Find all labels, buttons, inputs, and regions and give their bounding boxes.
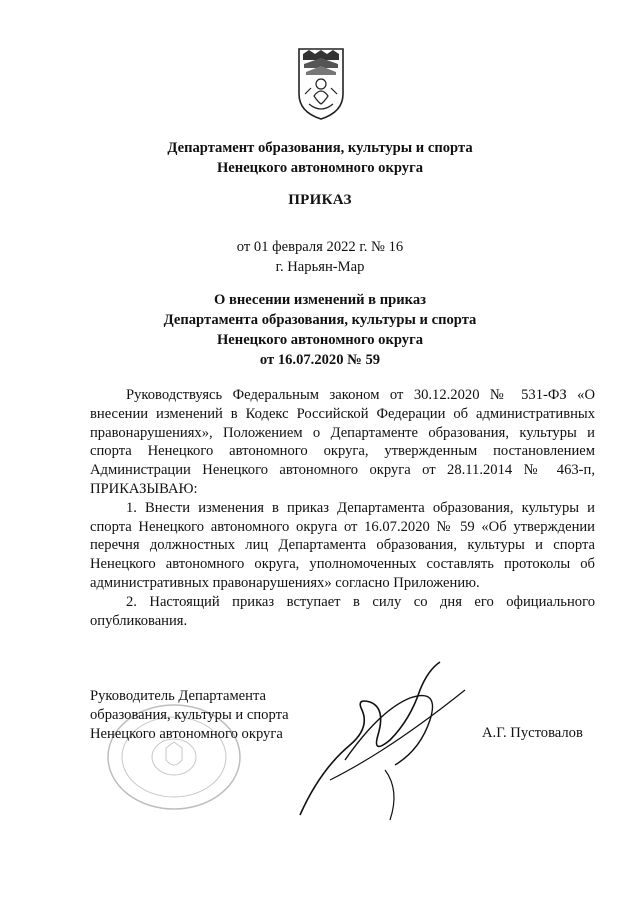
signatory-title-line-3: Ненецкого автономного округа bbox=[90, 725, 283, 742]
signatory-title-line-2: образования, культуры и спорта bbox=[90, 706, 289, 723]
subject-line-3: Ненецкого автономного округа bbox=[216, 332, 424, 348]
subject-line-1: О внесении изменений в приказ bbox=[213, 292, 426, 308]
document-date-block bbox=[0, 237, 640, 277]
document-body bbox=[90, 386, 595, 630]
handwritten-signature-icon bbox=[290, 650, 480, 825]
coat-of-arms-icon bbox=[296, 46, 346, 122]
signatory-title bbox=[90, 687, 289, 743]
body-paragraph-3: 2. Настоящий приказ вступает в силу со дня его официального опубликования. bbox=[90, 593, 595, 629]
document-place: г. Нарьян-Мар bbox=[275, 259, 365, 275]
signatory-name: А.Г. Пустовалов bbox=[482, 725, 583, 741]
org-line-1: Департамент образования, культуры и спорта bbox=[167, 140, 473, 156]
document-date: от 01 февраля 2022 г. № 16 bbox=[236, 239, 404, 255]
body-paragraph-2: 1. Внести изменения в приказ Департамента образования, культуры и спорта Ненецкого автономного округа от 16.07.2020 № 59 «Об утверждении перечня должностных лиц Департамента образования, культуры и спорта Ненецкого автономного округа, уполномоченных составлять протоколы об административных правонарушениях» согласно Приложению. bbox=[90, 499, 595, 591]
department-name bbox=[0, 138, 640, 178]
signatory-title-line-1: Руководитель Департамента bbox=[90, 688, 266, 704]
body-paragraph-1: Руководствуясь Федеральным законом от 30.12.2020 № 531-ФЗ «О внесении изменений в Кодекс Российской Федерации об административных правонарушениях», Положением о Департаменте образования, культуры и спорта Ненецкого автономного округа, утвержденным постановлением Администрации Ненецкого автономного округа от 28.11.2014 № 463-п, ПРИКАЗЫВАЮ: bbox=[90, 387, 595, 497]
org-line-2: Ненецкого автономного округа bbox=[216, 160, 424, 176]
document-subject bbox=[0, 290, 640, 370]
subject-line-4: от 16.07.2020 № 59 bbox=[259, 352, 381, 368]
document-type: ПРИКАЗ bbox=[288, 192, 352, 208]
subject-line-2: Департамента образования, культуры и спорта bbox=[163, 312, 477, 328]
